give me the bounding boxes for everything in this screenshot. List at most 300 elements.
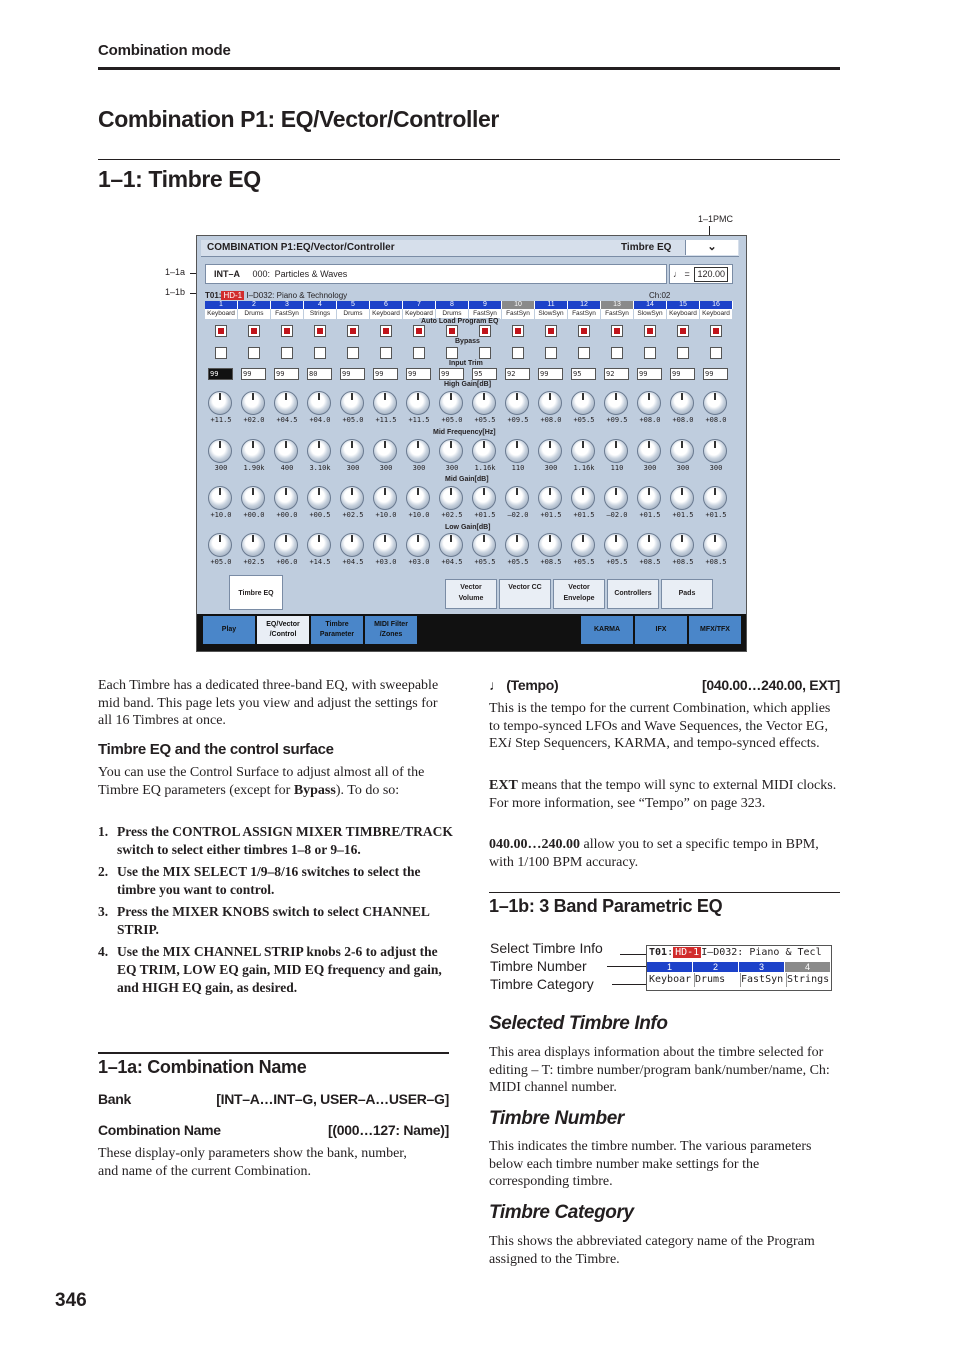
mid-gain-knob[interactable] <box>538 486 562 510</box>
tab-vector-cc[interactable] <box>499 579 551 609</box>
running-head: Combination mode <box>98 42 231 59</box>
low-gain-knob[interactable] <box>505 533 529 557</box>
timbre-category: FastSyn <box>502 309 535 319</box>
mid-gain-value: +00.0 <box>276 511 298 519</box>
high-gain-label: High Gain[dB] <box>444 381 492 388</box>
mid-gain-value: +10.0 <box>408 511 430 519</box>
control-surface-text <box>98 764 448 799</box>
figure-label: Select Timbre Info <box>490 940 603 956</box>
tab-pads[interactable] <box>661 579 713 609</box>
mid-frequency-value: 300 <box>445 464 459 472</box>
timbre-category: FastSyn <box>601 309 634 319</box>
leader-line <box>607 966 647 967</box>
tab-vector-volume[interactable] <box>445 579 497 609</box>
input-trim-field[interactable]: 92 <box>505 368 530 380</box>
mid-frequency-value: 300 <box>379 464 393 472</box>
input-trim-label: Input Trim <box>449 360 483 367</box>
list-item <box>98 823 454 859</box>
mid-gain-value: +02.5 <box>342 511 364 519</box>
mid-gain-knob[interactable] <box>274 486 298 510</box>
combination-name-text: These display-only parameters show the bank, number, and name of the current Combination. <box>98 1146 407 1179</box>
figure-labels <box>490 939 603 993</box>
low-gain-value: +08.5 <box>672 558 694 566</box>
mid-frequency-value: 1.16k <box>474 464 496 472</box>
timbre-category: FastSyn <box>469 309 502 319</box>
mid-gain-value: +01.5 <box>540 511 562 519</box>
section-rule <box>489 892 840 893</box>
list-item <box>98 903 454 939</box>
bypass-checkbox[interactable] <box>545 347 557 359</box>
low-gain-value: +05.5 <box>573 558 595 566</box>
sub-tabs <box>197 579 746 611</box>
mid-gain-value: –02.0 <box>606 511 628 519</box>
timbre-category-text: This shows the abbreviated category name of the Program assigned to the Timbre. <box>489 1234 815 1267</box>
input-trim-field[interactable]: 99 <box>406 368 431 380</box>
mid-frequency-knob[interactable] <box>406 439 430 463</box>
timbre-number[interactable]: 13 <box>601 301 634 309</box>
mid-frequency-knob[interactable] <box>274 439 298 463</box>
bank-param <box>98 1091 449 1107</box>
text-run: means that the tempo will sync to external MIDI clocks. For more information, see “Tempo” on page 323. <box>489 778 837 811</box>
input-trim-field[interactable]: 99 <box>241 368 266 380</box>
high-gain-value: +05.0 <box>441 416 463 424</box>
timbre-number[interactable]: 1 <box>205 301 238 309</box>
main-tab-bar <box>197 614 746 651</box>
intro-paragraph: Each Timbre has a dedicated three-band EQ, with sweepable mid band. This page lets you view and adjust the settings for all 16 Timbres at once. <box>98 678 439 728</box>
input-trim-field[interactable]: 99 <box>439 368 464 380</box>
high-gain-value: +08.0 <box>540 416 562 424</box>
tab-vector-envelope[interactable] <box>553 579 605 609</box>
callout-pmc: 1–1PMC <box>698 214 734 224</box>
timbre-category: Drums <box>238 309 271 319</box>
bypass-checkbox[interactable] <box>710 347 722 359</box>
low-gain-value: +08.5 <box>540 558 562 566</box>
text-run: i <box>507 736 512 751</box>
title-rule <box>98 159 840 160</box>
low-gain-value: +04.5 <box>441 558 463 566</box>
tab-controllers[interactable] <box>607 579 659 609</box>
bypass-checkbox[interactable] <box>677 347 689 359</box>
low-gain-value: +05.5 <box>474 558 496 566</box>
mid-frequency-knob[interactable] <box>571 439 595 463</box>
mid-frequency-knob[interactable] <box>472 439 496 463</box>
high-gain-knob[interactable] <box>571 391 595 415</box>
auto-load-checkbox[interactable] <box>611 325 623 337</box>
high-gain-knob[interactable] <box>472 391 496 415</box>
input-trim-field[interactable]: 99 <box>208 368 233 380</box>
fig-program: I–D032: Piano & Tecl <box>701 947 822 958</box>
low-gain-value: +06.0 <box>276 558 298 566</box>
mid-frequency-knob[interactable] <box>538 439 562 463</box>
bypass-checkbox[interactable] <box>347 347 359 359</box>
auto-load-label: Auto Load Program EQ <box>421 318 499 325</box>
mid-frequency-knob[interactable] <box>505 439 529 463</box>
timbre-number-heading: Timbre Number <box>489 1108 624 1129</box>
timbre-number-text: This indicates the timbre number. The various parameters below each timbre number make settings for the corresponding timbre. <box>489 1139 812 1189</box>
timbre-number[interactable]: 8 <box>436 301 469 309</box>
midi-channel: Ch:02 <box>649 291 671 300</box>
input-trim-field[interactable]: 95 <box>472 368 497 380</box>
mid-frequency-value: 300 <box>643 464 657 472</box>
bypass-checkbox[interactable] <box>314 347 326 359</box>
combo-number: 000: <box>252 269 271 279</box>
param-label: Combination Name <box>98 1122 221 1138</box>
low-gain-value: +04.5 <box>342 558 364 566</box>
timbre-number[interactable]: 10 <box>502 301 535 309</box>
low-gain-knob[interactable] <box>472 533 496 557</box>
timbre-category: Keyboard <box>370 309 403 319</box>
auto-load-checkbox[interactable] <box>413 325 425 337</box>
mid-frequency-knob[interactable] <box>670 439 694 463</box>
fig-info: T01: HD-1 I–D032: Piano & Tecl <box>649 947 822 958</box>
chevron-down-icon: ⌄ <box>707 241 717 253</box>
input-trim-field[interactable]: 92 <box>604 368 629 380</box>
timbre-number[interactable]: 4 <box>304 301 337 309</box>
timbre-category: SlowSyn <box>634 309 667 319</box>
mid-frequency-value: 110 <box>511 464 525 472</box>
input-trim-field[interactable]: 99 <box>703 368 728 380</box>
tab-play[interactable] <box>203 616 256 644</box>
leader-line <box>620 954 646 955</box>
mid-gain-knob[interactable] <box>472 486 496 510</box>
steps-list <box>98 823 454 1001</box>
high-gain-knob[interactable] <box>637 391 661 415</box>
timbre-strip-figure <box>646 945 832 991</box>
mid-gain-knob[interactable] <box>604 486 628 510</box>
mid-gain-knob[interactable] <box>373 486 397 510</box>
input-trim-field[interactable]: 99 <box>670 368 695 380</box>
mid-gain-knob[interactable] <box>637 486 661 510</box>
timbre-info <box>205 291 735 301</box>
high-gain-value: +11.5 <box>375 416 397 424</box>
bypass-checkbox[interactable] <box>281 347 293 359</box>
mid-frequency-knob[interactable] <box>208 439 232 463</box>
mid-frequency-value: 300 <box>214 464 228 472</box>
mid-frequency-knob[interactable] <box>439 439 463 463</box>
auto-load-checkbox[interactable] <box>281 325 293 337</box>
auto-load-checkbox[interactable] <box>479 325 491 337</box>
page-menu-button[interactable] <box>685 240 738 255</box>
timbre-category: Keyboard <box>667 309 700 319</box>
timbre-number[interactable]: 3 <box>271 301 304 309</box>
bypass-checkbox[interactable] <box>512 347 524 359</box>
high-gain-value: +04.5 <box>276 416 298 424</box>
mid-frequency-knob[interactable] <box>373 439 397 463</box>
bypass-checkbox[interactable] <box>413 347 425 359</box>
mid-gain-knob[interactable] <box>439 486 463 510</box>
low-gain-knob[interactable] <box>703 533 727 557</box>
low-gain-knob[interactable] <box>274 533 298 557</box>
high-gain-value: +04.0 <box>309 416 331 424</box>
mid-frequency-knob[interactable] <box>703 439 727 463</box>
mid-gain-label: Mid Gain[dB] <box>445 476 489 483</box>
high-gain-knob[interactable] <box>439 391 463 415</box>
high-gain-value: +05.0 <box>342 416 364 424</box>
timbre-id: T01: <box>205 291 222 300</box>
timbre-number[interactable]: 14 <box>634 301 667 309</box>
timbre-category: FastSyn <box>568 309 601 319</box>
fig-timbre-category: Keyboar <box>647 973 695 987</box>
mid-frequency-value: 300 <box>709 464 723 472</box>
low-gain-value: +14.5 <box>309 558 331 566</box>
high-gain-knob[interactable] <box>208 391 232 415</box>
low-gain-knob[interactable] <box>439 533 463 557</box>
screen-title: COMBINATION P1:EQ/Vector/Controller <box>207 242 395 253</box>
high-gain-knob[interactable] <box>307 391 331 415</box>
mid-gain-knob[interactable] <box>307 486 331 510</box>
mid-frequency-knob[interactable] <box>307 439 331 463</box>
low-gain-knob[interactable] <box>406 533 430 557</box>
mid-gain-knob[interactable] <box>241 486 265 510</box>
timbre-column <box>634 301 667 566</box>
timbre-column <box>205 301 238 566</box>
high-gain-knob[interactable] <box>538 391 562 415</box>
low-gain-value: +05.5 <box>507 558 529 566</box>
mid-gain-value: –02.0 <box>507 511 529 519</box>
lcd-screenshot <box>196 235 747 652</box>
tab-label: Timbre EQ <box>238 590 274 597</box>
fig-timbre-category: FastSyn <box>739 973 787 987</box>
mid-frequency-knob[interactable] <box>241 439 265 463</box>
auto-load-checkbox[interactable] <box>215 325 227 337</box>
list-item <box>98 943 454 997</box>
text-run: Step Sequencers, KARMA, and tempo-synced effects. <box>511 736 820 751</box>
timbre-category: Keyboard <box>700 309 733 319</box>
input-trim-field[interactable]: 99 <box>538 368 563 380</box>
timbre-column <box>469 301 502 566</box>
mid-frequency-knob[interactable] <box>604 439 628 463</box>
mid-gain-value: +00.5 <box>309 511 331 519</box>
tempo-field[interactable] <box>669 264 733 284</box>
high-gain-knob[interactable] <box>670 391 694 415</box>
figure-label: Timbre Category <box>490 976 594 992</box>
bypass-checkbox[interactable] <box>611 347 623 359</box>
mid-gain-knob[interactable] <box>670 486 694 510</box>
low-gain-knob[interactable] <box>604 533 628 557</box>
bypass-label: Bypass <box>455 338 480 345</box>
page-selector-label: Timbre EQ <box>621 242 672 253</box>
timbre-column <box>502 301 535 566</box>
page-title: Combination P1: EQ/Vector/Controller <box>98 106 499 132</box>
mid-gain-knob[interactable] <box>340 486 364 510</box>
timbre-column <box>337 301 370 566</box>
mid-gain-value: +01.5 <box>573 511 595 519</box>
page-number: 346 <box>55 1290 87 1311</box>
param-label: ♩ (Tempo) <box>489 677 559 693</box>
combination-select[interactable] <box>205 264 667 284</box>
auto-load-checkbox[interactable] <box>347 325 359 337</box>
fig-timbre-number: 4 <box>785 962 831 972</box>
fig-timbre-category: Strings <box>785 973 832 987</box>
mid-gain-knob[interactable] <box>571 486 595 510</box>
tab-label: Vector Volume <box>458 584 484 602</box>
timbre-number[interactable]: 16 <box>700 301 733 309</box>
selected-timbre-heading: Selected Timbre Info <box>489 1013 668 1034</box>
high-gain-value: +11.5 <box>210 416 232 424</box>
timbre-column <box>304 301 337 566</box>
auto-load-checkbox[interactable] <box>644 325 656 337</box>
mid-gain-value: +01.5 <box>474 511 496 519</box>
section-rule <box>98 1052 449 1054</box>
mid-frequency-value: 300 <box>544 464 558 472</box>
callout-1b: 1–1b <box>165 287 186 297</box>
param-range: [040.00…240.00, EXT] <box>702 677 840 693</box>
auto-load-checkbox[interactable] <box>677 325 689 337</box>
mid-gain-knob[interactable] <box>505 486 529 510</box>
header-rule <box>98 67 840 70</box>
timbre-column <box>535 301 568 566</box>
text-run: This is the tempo for the current Combination, which applies to tempo-synced LFOs and Wave Sequences, the Vector EG, EX <box>489 701 831 751</box>
bypass-checkbox[interactable] <box>248 347 260 359</box>
timbre-column <box>403 301 436 566</box>
param-range: [INT–A…INT–G, USER–A…USER–G] <box>216 1091 449 1107</box>
timbre-category: Keyboard <box>403 309 436 319</box>
auto-load-checkbox[interactable] <box>314 325 326 337</box>
timbre-number[interactable]: 7 <box>403 301 436 309</box>
tab-ifx[interactable] <box>635 616 688 644</box>
tab-timbre-eq[interactable] <box>229 575 283 610</box>
auto-load-checkbox[interactable] <box>512 325 524 337</box>
mid-frequency-value: 3.10k <box>309 464 331 472</box>
bypass-checkbox[interactable] <box>644 347 656 359</box>
param-range: [(000…127: Name)] <box>328 1122 449 1138</box>
step-number: 1. <box>98 824 109 839</box>
input-trim-field[interactable]: 99 <box>340 368 365 380</box>
timbre-number[interactable]: 5 <box>337 301 370 309</box>
timbre-number[interactable]: 6 <box>370 301 403 309</box>
low-gain-label: Low Gain[dB] <box>445 524 491 531</box>
step-number: 3. <box>98 904 109 919</box>
tempo-symbol: ♩ = <box>673 269 690 279</box>
tab-label: EQ/Vector /Control <box>266 621 300 638</box>
low-gain-value: +08.5 <box>705 558 727 566</box>
timbre-column <box>601 301 634 566</box>
input-trim-field[interactable]: 99 <box>373 368 398 380</box>
step-text: Press the CONTROL ASSIGN MIXER TIMBRE/TRACK switch to select either timbres 1–8 or 9–16. <box>117 824 453 857</box>
auto-load-checkbox[interactable] <box>380 325 392 337</box>
auto-load-checkbox[interactable] <box>248 325 260 337</box>
mid-frequency-value: 1.16k <box>573 464 595 472</box>
step-number: 4. <box>98 944 109 959</box>
high-gain-knob[interactable] <box>703 391 727 415</box>
range-text <box>489 836 839 871</box>
bypass-checkbox[interactable] <box>215 347 227 359</box>
mid-frequency-knob[interactable] <box>637 439 661 463</box>
fig-timbre-number: 2 <box>693 962 739 972</box>
mid-frequency-knob[interactable] <box>340 439 364 463</box>
auto-load-checkbox[interactable] <box>578 325 590 337</box>
step-text: Press the MIXER KNOBS switch to select CHANNEL STRIP. <box>117 904 430 937</box>
input-trim-field[interactable]: 80 <box>307 368 332 380</box>
tab-label: Controllers <box>614 590 652 597</box>
figure-label: Timbre Number <box>490 958 587 974</box>
high-gain-value: +08.0 <box>672 416 694 424</box>
high-gain-knob[interactable] <box>241 391 265 415</box>
mid-gain-knob[interactable] <box>406 486 430 510</box>
low-gain-knob[interactable] <box>307 533 331 557</box>
bypass-checkbox[interactable] <box>578 347 590 359</box>
high-gain-value: +05.5 <box>474 416 496 424</box>
input-trim-field[interactable]: 99 <box>637 368 662 380</box>
tab-label: MIDI Filter /Zones <box>374 621 408 638</box>
timbre-number[interactable]: 9 <box>469 301 502 309</box>
tab-eq-vector-control[interactable] <box>257 616 310 644</box>
timbre-column <box>700 301 733 566</box>
timbre-number[interactable]: 12 <box>568 301 601 309</box>
high-gain-knob[interactable] <box>406 391 430 415</box>
timbre-category: Strings <box>304 309 337 319</box>
high-gain-knob[interactable] <box>604 391 628 415</box>
low-gain-knob[interactable] <box>373 533 397 557</box>
mid-freq-label: Mid Frequency[Hz] <box>433 429 496 436</box>
timbre-category: FastSyn <box>271 309 304 319</box>
timbre-number[interactable]: 11 <box>535 301 568 309</box>
timbre-column <box>370 301 403 566</box>
ext-text <box>489 777 839 812</box>
timbre-number[interactable]: 15 <box>667 301 700 309</box>
tab-mfx-tfx[interactable] <box>689 616 742 644</box>
tab-midi-filter-zones[interactable] <box>365 616 418 644</box>
mid-gain-knob[interactable] <box>703 486 727 510</box>
mid-frequency-value: 1.90k <box>243 464 265 472</box>
tempo-value: 120.00 <box>694 267 728 282</box>
low-gain-knob[interactable] <box>241 533 265 557</box>
tab-timbre-parameter[interactable] <box>311 616 364 644</box>
high-gain-knob[interactable] <box>373 391 397 415</box>
auto-load-checkbox[interactable] <box>710 325 722 337</box>
bypass-checkbox[interactable] <box>479 347 491 359</box>
low-gain-knob[interactable] <box>637 533 661 557</box>
low-gain-knob[interactable] <box>538 533 562 557</box>
input-trim-field[interactable]: 99 <box>274 368 299 380</box>
bypass-bold: Bypass <box>293 782 336 798</box>
tab-label: Play <box>221 626 237 633</box>
timbre-column <box>568 301 601 566</box>
list-item <box>98 863 454 899</box>
high-gain-knob[interactable] <box>274 391 298 415</box>
low-gain-value: +08.5 <box>639 558 661 566</box>
timbre-category: Keyboard <box>205 309 238 319</box>
high-gain-knob[interactable] <box>505 391 529 415</box>
leader-line <box>612 984 647 985</box>
section-1-1b-heading: 1–1b: 3 Band Parametric EQ <box>489 896 723 916</box>
control-surface-heading: Timbre EQ and the control surface <box>98 741 334 758</box>
fig-timbre-number: 1 <box>647 962 693 972</box>
auto-load-checkbox[interactable] <box>446 325 458 337</box>
mid-gain-knob[interactable] <box>208 486 232 510</box>
mid-frequency-value: 110 <box>610 464 624 472</box>
mid-gain-value: +01.5 <box>672 511 694 519</box>
tab-karma[interactable] <box>581 616 634 644</box>
input-trim-field[interactable]: 95 <box>571 368 596 380</box>
low-gain-knob[interactable] <box>571 533 595 557</box>
mid-gain-value: +10.0 <box>210 511 232 519</box>
timbre-number[interactable]: 2 <box>238 301 271 309</box>
bypass-checkbox[interactable] <box>380 347 392 359</box>
auto-load-checkbox[interactable] <box>545 325 557 337</box>
mid-gain-value: +01.5 <box>705 511 727 519</box>
fig-timbre: T01 <box>649 947 668 958</box>
tab-label: Vector CC <box>508 584 542 591</box>
high-gain-value: +08.0 <box>639 416 661 424</box>
bypass-checkbox[interactable] <box>446 347 458 359</box>
low-gain-knob[interactable] <box>208 533 232 557</box>
low-gain-knob[interactable] <box>670 533 694 557</box>
low-gain-knob[interactable] <box>340 533 364 557</box>
high-gain-knob[interactable] <box>340 391 364 415</box>
combination-name-param <box>98 1122 449 1138</box>
fig-timbre-category: Drums <box>693 973 741 987</box>
